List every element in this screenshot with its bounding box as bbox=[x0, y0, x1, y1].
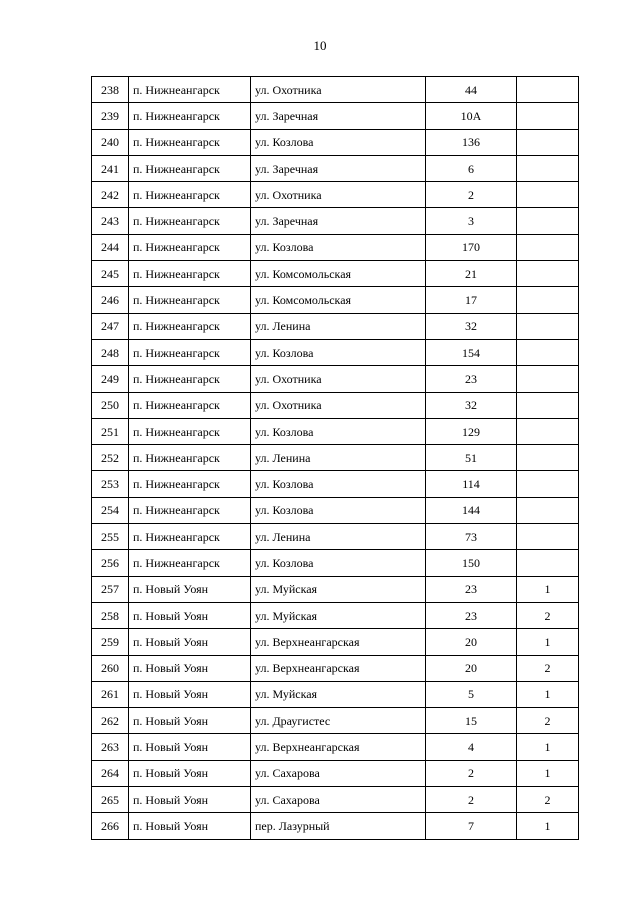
settlement-cell: п. Нижнеангарск bbox=[129, 497, 251, 523]
apartment-cell: 1 bbox=[517, 734, 579, 760]
table-row bbox=[92, 655, 579, 681]
house-number-cell: 44 bbox=[426, 77, 517, 103]
settlement-cell: п. Нижнеангарск bbox=[129, 524, 251, 550]
settlement-cell: п. Нижнеангарск bbox=[129, 182, 251, 208]
page-number: 10 bbox=[313, 38, 327, 53]
apartment-cell: 2 bbox=[517, 708, 579, 734]
table-row bbox=[92, 708, 579, 734]
house-number-cell: 3 bbox=[426, 208, 517, 234]
row-number: 258 bbox=[92, 602, 129, 628]
row-number: 244 bbox=[92, 234, 129, 260]
street-cell: ул. Муйская bbox=[251, 602, 426, 628]
street-cell: ул. Заречная bbox=[251, 103, 426, 129]
house-number-cell: 73 bbox=[426, 524, 517, 550]
house-number-cell: 136 bbox=[426, 129, 517, 155]
table-row bbox=[92, 681, 579, 707]
street-cell: ул. Заречная bbox=[251, 155, 426, 181]
table-row bbox=[92, 129, 579, 155]
table-row bbox=[92, 287, 579, 313]
row-number: 256 bbox=[92, 550, 129, 576]
row-number: 248 bbox=[92, 339, 129, 365]
apartment-cell bbox=[517, 445, 579, 471]
apartment-cell bbox=[517, 129, 579, 155]
apartment-cell bbox=[517, 261, 579, 287]
house-number-cell: 2 bbox=[426, 787, 517, 813]
row-number: 259 bbox=[92, 629, 129, 655]
street-cell: ул. Козлова bbox=[251, 129, 426, 155]
table-row bbox=[92, 471, 579, 497]
table-row bbox=[92, 418, 579, 444]
settlement-cell: п. Нижнеангарск bbox=[129, 339, 251, 365]
street-cell: ул. Козлова bbox=[251, 418, 426, 444]
settlement-cell: п. Нижнеангарск bbox=[129, 550, 251, 576]
table-row bbox=[92, 524, 579, 550]
street-cell: ул. Сахарова bbox=[251, 760, 426, 786]
settlement-cell: п. Нижнеангарск bbox=[129, 129, 251, 155]
house-number-cell: 114 bbox=[426, 471, 517, 497]
settlement-cell: п. Новый Уоян bbox=[129, 681, 251, 707]
settlement-cell: п. Нижнеангарск bbox=[129, 313, 251, 339]
row-number: 238 bbox=[92, 77, 129, 103]
row-number: 250 bbox=[92, 392, 129, 418]
table-row bbox=[92, 550, 579, 576]
row-number: 261 bbox=[92, 681, 129, 707]
table-row bbox=[92, 602, 579, 628]
apartment-cell bbox=[517, 182, 579, 208]
row-number: 253 bbox=[92, 471, 129, 497]
street-cell: ул. Муйская bbox=[251, 576, 426, 602]
apartment-cell: 1 bbox=[517, 813, 579, 839]
house-number-cell: 2 bbox=[426, 760, 517, 786]
house-number-cell: 5 bbox=[426, 681, 517, 707]
street-cell: ул. Охотника bbox=[251, 366, 426, 392]
table-row bbox=[92, 734, 579, 760]
street-cell: ул. Ленина bbox=[251, 313, 426, 339]
table-row bbox=[92, 366, 579, 392]
apartment-cell: 2 bbox=[517, 655, 579, 681]
table-row bbox=[92, 760, 579, 786]
street-cell: ул. Верхнеангарская bbox=[251, 734, 426, 760]
house-number-cell: 23 bbox=[426, 576, 517, 602]
apartment-cell bbox=[517, 103, 579, 129]
house-number-cell: 10А bbox=[426, 103, 517, 129]
settlement-cell: п. Новый Уоян bbox=[129, 760, 251, 786]
apartment-cell bbox=[517, 524, 579, 550]
house-number-cell: 20 bbox=[426, 629, 517, 655]
apartment-cell: 2 bbox=[517, 787, 579, 813]
settlement-cell: п. Новый Уоян bbox=[129, 813, 251, 839]
row-number: 260 bbox=[92, 655, 129, 681]
house-number-cell: 170 bbox=[426, 234, 517, 260]
street-cell: ул. Комсомольская bbox=[251, 287, 426, 313]
house-number-cell: 23 bbox=[426, 366, 517, 392]
street-cell: ул. Козлова bbox=[251, 471, 426, 497]
table-row bbox=[92, 234, 579, 260]
row-number: 257 bbox=[92, 576, 129, 602]
settlement-cell: п. Новый Уоян bbox=[129, 734, 251, 760]
row-number: 240 bbox=[92, 129, 129, 155]
apartment-cell bbox=[517, 471, 579, 497]
street-cell: ул. Ленина bbox=[251, 445, 426, 471]
table-row bbox=[92, 208, 579, 234]
settlement-cell: п. Нижнеангарск bbox=[129, 366, 251, 392]
house-number-cell: 150 bbox=[426, 550, 517, 576]
settlement-cell: п. Нижнеангарск bbox=[129, 471, 251, 497]
street-cell: ул. Козлова bbox=[251, 339, 426, 365]
house-number-cell: 2 bbox=[426, 182, 517, 208]
address-table-body bbox=[92, 77, 579, 840]
apartment-cell: 1 bbox=[517, 576, 579, 602]
table-row bbox=[92, 103, 579, 129]
house-number-cell: 20 bbox=[426, 655, 517, 681]
settlement-cell: п. Новый Уоян bbox=[129, 708, 251, 734]
apartment-cell bbox=[517, 208, 579, 234]
table-row bbox=[92, 497, 579, 523]
table-row bbox=[92, 445, 579, 471]
row-number: 242 bbox=[92, 182, 129, 208]
street-cell: ул. Заречная bbox=[251, 208, 426, 234]
row-number: 246 bbox=[92, 287, 129, 313]
settlement-cell: п. Нижнеангарск bbox=[129, 103, 251, 129]
apartment-cell bbox=[517, 392, 579, 418]
apartment-cell bbox=[517, 366, 579, 392]
settlement-cell: п. Нижнеангарск bbox=[129, 155, 251, 181]
apartment-cell bbox=[517, 418, 579, 444]
street-cell: ул. Охотника bbox=[251, 182, 426, 208]
street-cell: пер. Лазурный bbox=[251, 813, 426, 839]
address-table bbox=[91, 76, 579, 840]
row-number: 247 bbox=[92, 313, 129, 339]
settlement-cell: п. Нижнеангарск bbox=[129, 418, 251, 444]
apartment-cell: 1 bbox=[517, 629, 579, 655]
house-number-cell: 23 bbox=[426, 602, 517, 628]
settlement-cell: п. Нижнеангарск bbox=[129, 208, 251, 234]
settlement-cell: п. Нижнеангарск bbox=[129, 287, 251, 313]
house-number-cell: 21 bbox=[426, 261, 517, 287]
settlement-cell: п. Новый Уоян bbox=[129, 655, 251, 681]
house-number-cell: 4 bbox=[426, 734, 517, 760]
row-number: 264 bbox=[92, 760, 129, 786]
row-number: 251 bbox=[92, 418, 129, 444]
table-row bbox=[92, 155, 579, 181]
house-number-cell: 32 bbox=[426, 392, 517, 418]
street-cell: ул. Охотника bbox=[251, 392, 426, 418]
house-number-cell: 51 bbox=[426, 445, 517, 471]
settlement-cell: п. Новый Уоян bbox=[129, 602, 251, 628]
row-number: 241 bbox=[92, 155, 129, 181]
apartment-cell bbox=[517, 339, 579, 365]
settlement-cell: п. Нижнеангарск bbox=[129, 234, 251, 260]
street-cell: ул. Козлова bbox=[251, 234, 426, 260]
apartment-cell: 1 bbox=[517, 681, 579, 707]
table-row bbox=[92, 313, 579, 339]
apartment-cell: 1 bbox=[517, 760, 579, 786]
row-number: 239 bbox=[92, 103, 129, 129]
row-number: 262 bbox=[92, 708, 129, 734]
house-number-cell: 17 bbox=[426, 287, 517, 313]
house-number-cell: 129 bbox=[426, 418, 517, 444]
apartment-cell bbox=[517, 497, 579, 523]
street-cell: ул. Комсомольская bbox=[251, 261, 426, 287]
table-row bbox=[92, 77, 579, 103]
settlement-cell: п. Новый Уоян bbox=[129, 787, 251, 813]
house-number-cell: 144 bbox=[426, 497, 517, 523]
apartment-cell bbox=[517, 313, 579, 339]
settlement-cell: п. Новый Уоян bbox=[129, 629, 251, 655]
street-cell: ул. Драугистес bbox=[251, 708, 426, 734]
row-number: 245 bbox=[92, 261, 129, 287]
table-row bbox=[92, 261, 579, 287]
table-row bbox=[92, 182, 579, 208]
apartment-cell: 2 bbox=[517, 602, 579, 628]
row-number: 266 bbox=[92, 813, 129, 839]
row-number: 265 bbox=[92, 787, 129, 813]
house-number-cell: 15 bbox=[426, 708, 517, 734]
table-row bbox=[92, 339, 579, 365]
table-row bbox=[92, 813, 579, 839]
apartment-cell bbox=[517, 155, 579, 181]
street-cell: ул. Козлова bbox=[251, 497, 426, 523]
settlement-cell: п. Нижнеангарск bbox=[129, 77, 251, 103]
table-row bbox=[92, 787, 579, 813]
table-row bbox=[92, 392, 579, 418]
apartment-cell bbox=[517, 77, 579, 103]
street-cell: ул. Верхнеангарская bbox=[251, 629, 426, 655]
house-number-cell: 6 bbox=[426, 155, 517, 181]
settlement-cell: п. Новый Уоян bbox=[129, 576, 251, 602]
row-number: 263 bbox=[92, 734, 129, 760]
row-number: 252 bbox=[92, 445, 129, 471]
house-number-cell: 7 bbox=[426, 813, 517, 839]
settlement-cell: п. Нижнеангарск bbox=[129, 445, 251, 471]
table-row bbox=[92, 629, 579, 655]
settlement-cell: п. Нижнеангарск bbox=[129, 392, 251, 418]
street-cell: ул. Верхнеангарская bbox=[251, 655, 426, 681]
house-number-cell: 154 bbox=[426, 339, 517, 365]
street-cell: ул. Муйская bbox=[251, 681, 426, 707]
house-number-cell: 32 bbox=[426, 313, 517, 339]
apartment-cell bbox=[517, 234, 579, 260]
street-cell: ул. Охотника bbox=[251, 77, 426, 103]
row-number: 255 bbox=[92, 524, 129, 550]
street-cell: ул. Сахарова bbox=[251, 787, 426, 813]
settlement-cell: п. Нижнеангарск bbox=[129, 261, 251, 287]
row-number: 249 bbox=[92, 366, 129, 392]
row-number: 254 bbox=[92, 497, 129, 523]
table-row bbox=[92, 576, 579, 602]
apartment-cell bbox=[517, 550, 579, 576]
apartment-cell bbox=[517, 287, 579, 313]
street-cell: ул. Козлова bbox=[251, 550, 426, 576]
street-cell: ул. Ленина bbox=[251, 524, 426, 550]
row-number: 243 bbox=[92, 208, 129, 234]
